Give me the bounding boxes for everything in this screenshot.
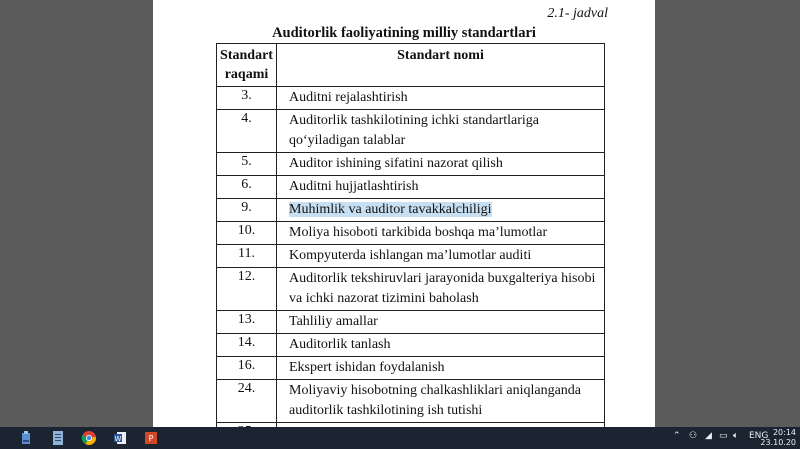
header-name bbox=[277, 44, 605, 87]
table-row bbox=[217, 357, 605, 380]
clock-time: 20:14 bbox=[772, 428, 796, 437]
standard-number: 12. bbox=[217, 268, 277, 311]
standard-name: Moliya hisoboti tarkibida boshqa ma’lumotlar bbox=[277, 222, 605, 245]
selected-text[interactable]: Muhimlik va auditor tavakkalchiligi bbox=[289, 202, 492, 217]
standard-name: Tahliliy amallar bbox=[277, 311, 605, 334]
standard-number: 13. bbox=[217, 311, 277, 334]
tray-network-icon[interactable]: ◢ bbox=[705, 431, 712, 441]
word-icon[interactable] bbox=[112, 430, 128, 446]
tray-language[interactable]: ENG bbox=[749, 431, 769, 441]
table-row bbox=[217, 268, 605, 311]
standards-table bbox=[216, 43, 605, 446]
standard-name: Moliyaviy hisobotning chalkashliklari aniqlanganda auditorlik tashkilotining ish tutishi bbox=[277, 380, 605, 423]
table-title: Auditorlik faoliyatining milliy standartlari bbox=[272, 25, 536, 41]
table-row bbox=[217, 334, 605, 357]
document-page bbox=[153, 0, 655, 427]
document-app-icon[interactable] bbox=[50, 430, 66, 446]
standard-number: 11. bbox=[217, 245, 277, 268]
standard-number: 24. bbox=[217, 380, 277, 423]
standard-name: Auditorlik tashkilotining ichki standartlariga qo‘yiladigan talablar bbox=[277, 110, 605, 153]
tray-person-icon[interactable]: ⚇ bbox=[689, 431, 698, 441]
header-number-line1: Standart bbox=[220, 48, 273, 63]
svg-text:W: W bbox=[114, 435, 122, 443]
taskbar bbox=[0, 427, 800, 449]
standard-name: Auditni hujjatlashtirish bbox=[277, 176, 605, 199]
table-row bbox=[217, 311, 605, 334]
table-body bbox=[217, 87, 605, 446]
standard-number: 10. bbox=[217, 222, 277, 245]
header-row bbox=[217, 44, 605, 87]
file-explorer-icon[interactable] bbox=[18, 430, 34, 446]
header-number bbox=[217, 44, 277, 87]
table-label: 2.1- jadval bbox=[547, 6, 608, 21]
powerpoint-icon[interactable] bbox=[143, 430, 159, 446]
standard-name: Auditor ishining sifatini nazorat qilish bbox=[277, 153, 605, 176]
chrome-icon[interactable] bbox=[81, 430, 97, 446]
table-row bbox=[217, 87, 605, 110]
standard-number: 14. bbox=[217, 334, 277, 357]
standard-name: Ekspert ishidan foydalanish bbox=[277, 357, 605, 380]
standard-name bbox=[277, 199, 605, 222]
standard-number: 3. bbox=[217, 87, 277, 110]
header-name-text: Standart nomi bbox=[397, 48, 484, 63]
table-row bbox=[217, 380, 605, 423]
standard-name: Auditorlik tekshiruvlari jarayonida buxgalteriya hisobi va ichki nazorat tizimini baholash bbox=[277, 268, 605, 311]
standard-number: 9. bbox=[217, 199, 277, 222]
tray-arrow-icon[interactable]: ⌃ bbox=[673, 431, 681, 441]
table-row bbox=[217, 153, 605, 176]
svg-text:P: P bbox=[148, 434, 154, 443]
tray-volume-icon[interactable]: 🔈︎ bbox=[733, 431, 739, 441]
table-row bbox=[217, 222, 605, 245]
standard-name: Kompyuterda ishlangan ma’lumotlar auditi bbox=[277, 245, 605, 268]
standard-name: Auditorlik tanlash bbox=[277, 334, 605, 357]
standard-number: 5. bbox=[217, 153, 277, 176]
standard-number: 6. bbox=[217, 176, 277, 199]
header-number-line2: raqami bbox=[224, 67, 269, 82]
tray-battery-icon[interactable]: ▭ bbox=[719, 431, 728, 441]
table-row bbox=[217, 110, 605, 153]
standard-name: Auditni rejalashtirish bbox=[277, 87, 605, 110]
standard-number: 4. bbox=[217, 110, 277, 153]
table-row bbox=[217, 176, 605, 199]
tray-clock[interactable] bbox=[760, 428, 796, 448]
table-row bbox=[217, 199, 605, 222]
clock-date: 23.10.20 bbox=[760, 438, 796, 447]
standard-number: 16. bbox=[217, 357, 277, 380]
table-row bbox=[217, 245, 605, 268]
